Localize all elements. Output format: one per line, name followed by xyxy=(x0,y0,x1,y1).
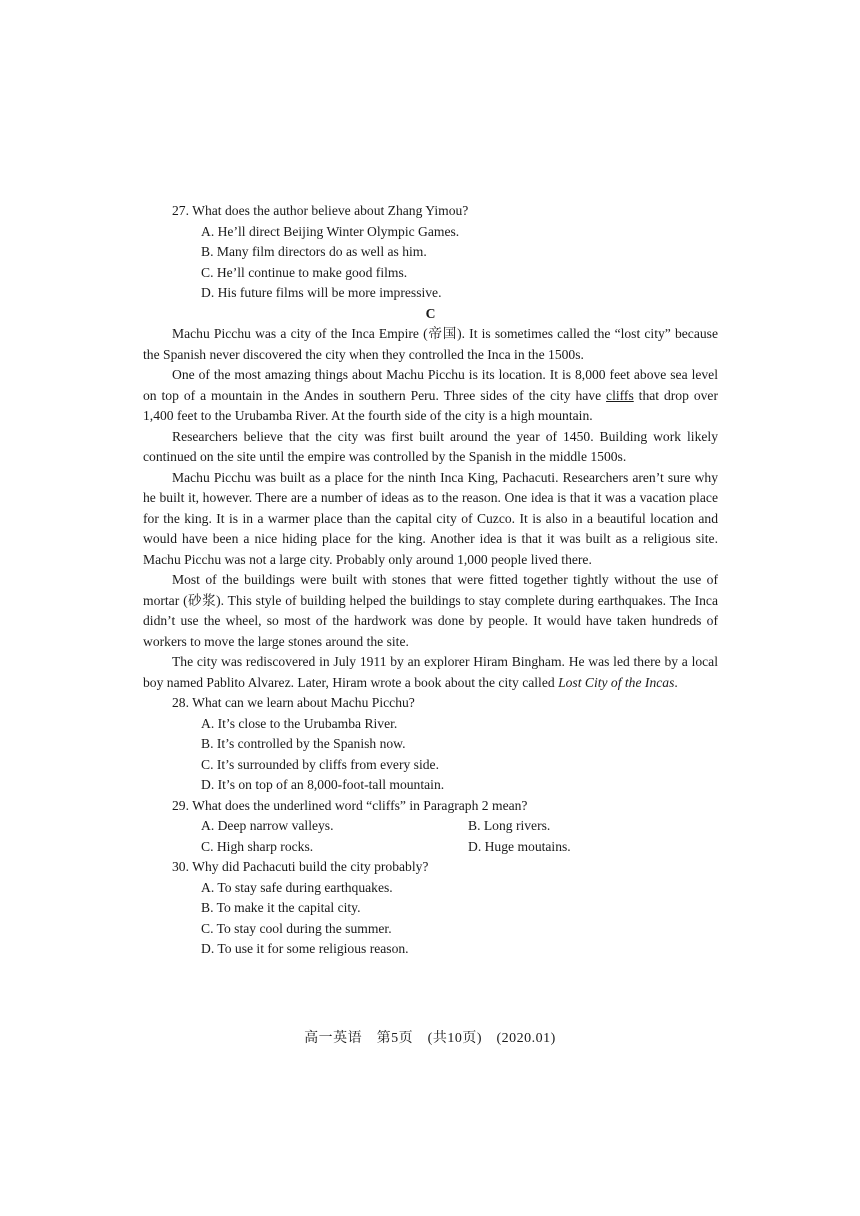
question-30-stem: 30. Why did Pachacuti build the city probably? xyxy=(172,859,429,874)
passage-paragraph-3: Researchers believe that the city was first built around the year of 1450. Building work likely continued on the site until the empire was controlled by the Spanish in the middle 1500s. xyxy=(143,428,718,464)
q29-option-d: D. Huge moutains. xyxy=(468,838,571,854)
q30-option-b: B. To make it the capital city. xyxy=(201,900,361,915)
question-28-stem: 28. What can we learn about Machu Picchu? xyxy=(172,695,415,710)
q30-option-d: D. To use it for some religious reason. xyxy=(201,941,409,956)
q28-option-c: C. It’s surrounded by cliffs from every side. xyxy=(201,756,439,772)
q29-option-c: C. High sharp rocks. xyxy=(201,838,314,854)
question-29-stem: 29. What does the underlined word “cliffs” in Paragraph 2 mean? xyxy=(172,797,528,813)
passage-paragraph-5: Most of the buildings were built with stones that were fitted together tightly without the use of mortar (砂浆). This style of building helped the buildings to stay complete during earthquakes. The Inca didn’t use the wheel, so most of the hardwork was done by people. It would have taken hundreds of workers to move the large stones around the site. xyxy=(143,572,718,649)
question-29 xyxy=(143,796,718,858)
underlined-word-cliffs: cliffs xyxy=(606,387,634,403)
q29-options-row-1 xyxy=(143,816,718,837)
page-content xyxy=(143,201,718,960)
q29-options-row-2 xyxy=(143,837,718,858)
p6-text-after: . xyxy=(674,674,678,690)
q30-option-c: C. To stay cool during the summer. xyxy=(201,920,392,936)
q29-option-a: A. Deep narrow valleys. xyxy=(201,818,334,833)
q29-option-b: B. Long rivers. xyxy=(468,818,551,833)
page-footer: 高一英语 第5页 (共10页) (2020.01) xyxy=(304,1031,556,1046)
passage-paragraph-2 xyxy=(143,365,718,427)
section-title: C xyxy=(425,305,436,321)
q27-option-d: D. His future films will be more impressive. xyxy=(201,285,442,300)
passage-paragraph-1: Machu Picchu was a city of the Inca Empire (帝国). It is sometimes called the “lost city” because the Spanish never discovered the city when they controlled the Inca in the 1500s. xyxy=(143,326,718,362)
q28-option-d: D. It’s on top of an 8,000-foot-tall mountain. xyxy=(201,777,445,792)
passage-paragraph-4: Machu Picchu was built as a place for the ninth Inca King, Pachacuti. Researchers aren’t sure why he built it, however. There are a number of ideas as to the reason. One idea is that it was a vacation place for the king. It is in a warmer place than the capital city of Cuzco. It is also in a beautiful location and would have been a nice hiding place for the king. Another idea is that it was built as a religious site. Machu Picchu was not a large city. Probably only around 1,000 people lived there. xyxy=(143,469,718,567)
question-27-stem: 27. What does the author believe about Zhang Yimou? xyxy=(172,203,469,218)
question-27 xyxy=(143,201,718,304)
q28-option-b: B. It’s controlled by the Spanish now. xyxy=(201,736,406,751)
p2-text-before: One of the most amazing things about Machu Picchu is its location. It is 8,000 feet above sea level on top of a mountain in the Andes in southern Peru. Three sides of the city have xyxy=(143,367,718,403)
q30-option-a: A. To stay safe during earthquakes. xyxy=(201,879,393,895)
q27-option-a: A. He’ll direct Beijing Winter Olympic Games. xyxy=(201,223,460,239)
p2-text-after: that drop over 1,400 feet to the Urubamba River. At the fourth side of the city is a high mountain. xyxy=(143,387,718,423)
book-title: Lost City of the Incas xyxy=(558,674,675,690)
q27-option-b: B. Many film directors do as well as him. xyxy=(201,244,427,259)
q27-option-c: C. He’ll continue to make good films. xyxy=(201,264,408,280)
question-30 xyxy=(143,857,718,960)
reading-passage xyxy=(143,324,718,693)
q28-option-a: A. It’s close to the Urubamba River. xyxy=(201,715,398,731)
passage-paragraph-6 xyxy=(143,652,718,693)
p6-text-before: The city was rediscovered in July 1911 by an explorer Hiram Bingham. He was led there by a local boy named Pablito Alvarez. Later, Hiram wrote a book about the city called xyxy=(143,654,718,690)
question-28 xyxy=(143,693,718,796)
